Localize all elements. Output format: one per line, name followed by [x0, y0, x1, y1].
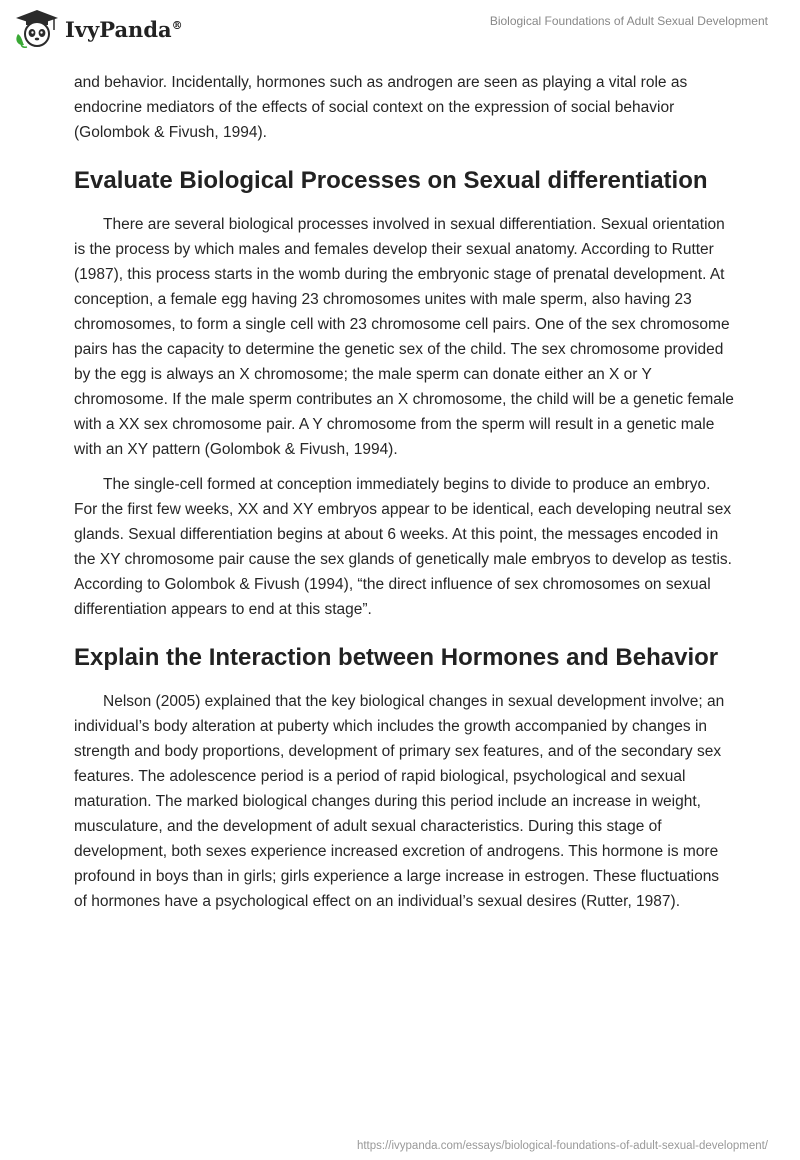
- essay-body: [74, 70, 734, 924]
- panda-graduate-icon: [14, 8, 60, 48]
- logo-link[interactable]: [14, 8, 183, 48]
- logo-name: IvyPanda: [65, 16, 172, 42]
- source-url-link[interactable]: https://ivypanda.com/essays/biological-foundations-of-adult-sexual-development/: [356, 1140, 768, 1152]
- section-1-paragraph-2: The single-cell formed at conception immediately begins to divide to produce an embryo. For the first few weeks, XX and XY embryos appear to be identical, each developing neutral sex glands. Sexual differentiation begins at about 6 weeks. At this point, the messages encoded in the XY chromosome pair cause the sex glands of genetically male embryos to develop as testis. According to Golombok & Fivush (1994), “the direct influence of sex chromosomes on sexual differentiation appears to end at this stage”.: [74, 476, 732, 618]
- section-2-paragraph-1: Nelson (2005) explained that the key biological changes in sexual development involve; an individual’s body alteration at puberty which includes the growth accompanied by changes in strength and body proportions, development of primary sex features, and of the secondary sex features. The adolescence period is a period of rapid biological, psychological and sexual maturation. The marked biological changes during this period include an increase in weight, musculature, and the development of adult sexual characteristics. During this stage of development, both sexes experience increased excretion of androgens. This hormone is more profound in boys than in girls; girls experience a large increase in estrogen. These fluctuations of hormones have a psychological effect on an individual’s sexual desires (Rutter, 1987).: [74, 693, 725, 910]
- section-1-paragraph-1: There are several biological processes involved in sexual differentiation. Sexual orientation is the process by which males and females develop their sexual anatomy. According to Rutter (1987), this process starts in the womb during the embryonic stage of prenatal development. At conception, a female egg having 23 chromosomes unites with male sperm, also having 23 chromosomes, to form a single cell with 23 chromosome cell pairs. One of the sex chromosome pairs has the capacity to determine the genetic sex of the child. The sex chromosome provided by the egg is always an X chromosome; the male sperm can donate either an X or Y chromosome. If the male sperm contributes an X chromosome, the child will be a genetic female with a XX sex chromosome pair. A Y chromosome from the sperm will result in a genetic male with an XY pattern (Golombok & Fivush, 1994).: [74, 216, 734, 458]
- logo-wordmark: [65, 17, 183, 42]
- page-header: [0, 0, 800, 60]
- intro-paragraph: and behavior. Incidentally, hormones such as androgen are seen as playing a vital role as endocrine mediators of the effects of social context on the expression of social behavior (Golombok & Fivush, 1994).: [74, 74, 688, 141]
- logo-registered-mark: ®: [171, 18, 183, 32]
- document-title: Biological Foundations of Adult Sexual Development: [489, 14, 768, 28]
- section-1-heading: Evaluate Biological Processes on Sexual differentiation: [74, 167, 708, 194]
- section-2-heading: Explain the Interaction between Hormones and Behavior: [74, 644, 719, 671]
